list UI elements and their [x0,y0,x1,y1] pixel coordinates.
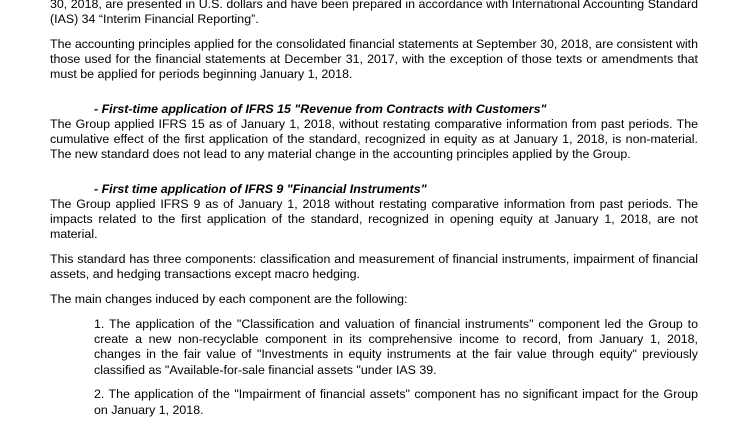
intro-paragraph: 30, 2018, are presented in U.S. dollars and have been prepared in accordance with International Accounting Standard (IAS) 34 “Interim Financial Reporting”. [50,0,698,27]
ifrs9-paragraph: The Group applied IFRS 9 as of January 1, 2018 without restating comparative information from past periods. The impacts related to the first application of the standard, recognized in opening equity at January 1, 2018, are not material. [50,197,698,242]
accounting-principles-paragraph: The accounting principles applied for the consolidated financial statements at September 30, 2018, are consistent with those used for the financial statements at December 31, 2017, with the exception of those texts or amendments that must be applied for periods beginning January 1, 2018. [50,37,698,82]
ifrs15-heading: - First-time application of IFRS 15 "Revenue from Contracts with Customers" [94,101,547,116]
change-item-2: 2. The application of the "Impairment of financial assets" component has no significant impact for the Group on January 1, 2018. [94,387,698,417]
ifrs15-paragraph: The Group applied IFRS 15 as of January 1, 2018, without restating comparative information from past periods. The cumulative effect of the first application of the standard, recognized in equity as at January 1, 2018, is non-material. The new standard does not lead to any material change in the accounting principles applied by the Group. [50,117,698,162]
components-paragraph: This standard has three components: classification and measurement of financial instruments, impairment of financial assets, and hedging transactions except macro hedging. [50,252,698,282]
document-page [50,0,698,427]
change-item-1: 1. The application of the "Classification and valuation of financial instruments" component led the Group to create a new non-recyclable component in its comprehensive income to record, from January 1, 2018, changes in the fair value of "Investments in equity instruments at the fair value through equity" previously classified as "Available-for-sale financial assets "under IAS 39. [94,317,698,377]
ifrs9-heading: - First time application of IFRS 9 "Financial Instruments" [94,181,427,196]
main-changes-intro: The main changes induced by each component are the following: [50,292,408,307]
